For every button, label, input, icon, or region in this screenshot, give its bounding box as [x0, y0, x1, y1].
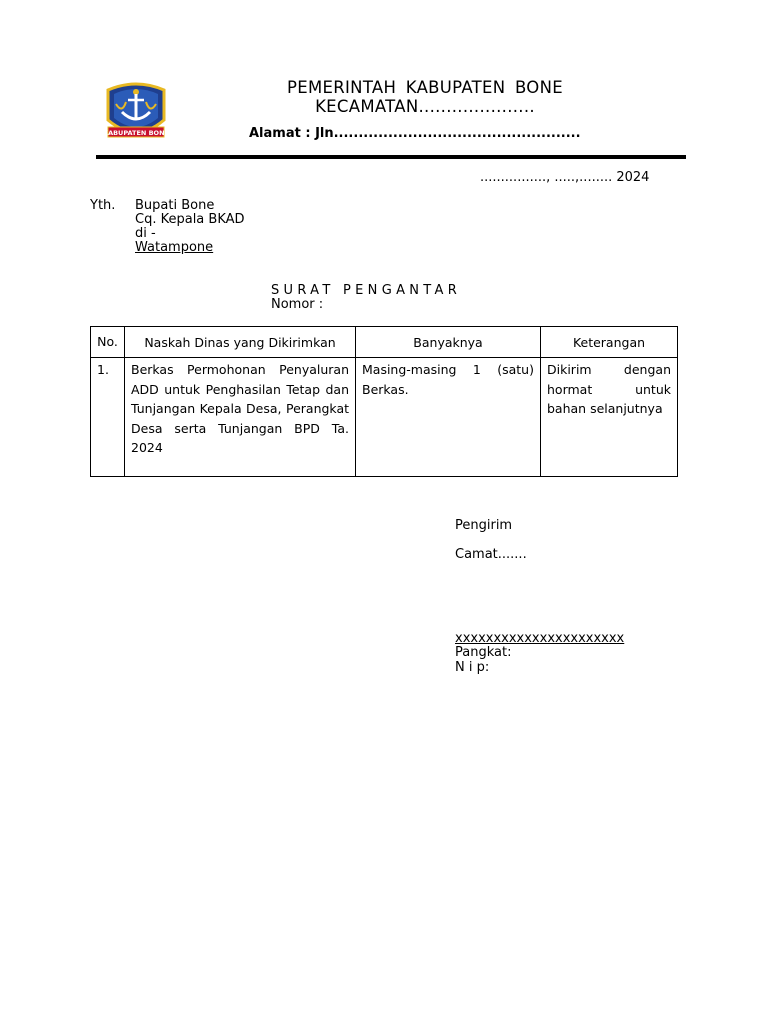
kabupaten-bone-logo	[102, 80, 170, 144]
header-keterangan: Keterangan	[541, 327, 678, 358]
letter-number-label: Nomor :	[271, 297, 324, 312]
date-line: ................, .....,........ 2024	[480, 170, 650, 185]
cell-banyaknya: Masing-masing 1 (satu) Berkas.	[356, 358, 541, 477]
cell-naskah: Berkas Permohonan Penyaluran ADD untuk Penghasilan Tetap dan Tunjangan Kepala Desa, Perangkat Desa serta Tunjangan BPD Ta. 2024	[125, 358, 356, 477]
cell-keterangan: Dikirim dengan hormat untuk bahan selanjutnya	[541, 358, 678, 477]
signature-rank: Pangkat:	[455, 645, 512, 660]
signature-sender: Pengirim	[455, 518, 513, 533]
signature-name: xxxxxxxxxxxxxxxxxxxxxx	[455, 631, 625, 646]
letterhead-line2: KECAMATAN.....................	[315, 97, 535, 116]
letterhead-address: Alamat : Jln..................................................	[249, 126, 581, 141]
recipient-line2: Cq. Kepala BKAD	[135, 212, 245, 227]
header-no: No.	[91, 327, 125, 358]
letter-title: SURAT PENGANTAR	[271, 283, 462, 298]
signature-position: Camat.......	[455, 547, 527, 562]
table-row	[91, 358, 678, 477]
cell-no: 1.	[91, 358, 125, 477]
recipient-line4: Watampone	[135, 240, 214, 255]
letterhead-divider	[96, 155, 686, 159]
recipient-line3: di -	[135, 226, 156, 241]
table-header-row	[91, 327, 678, 358]
documents-table	[90, 326, 678, 477]
header-naskah: Naskah Dinas yang Dikirimkan	[125, 327, 356, 358]
header-banyaknya: Banyaknya	[356, 327, 541, 358]
logo-text: KABUPATEN BONE	[103, 129, 169, 137]
signature-nip: N i p:	[455, 660, 490, 675]
letterhead-line1: PEMERINTAH KABUPATEN BONE	[287, 78, 563, 97]
recipient-line1: Bupati Bone	[135, 198, 215, 213]
recipient-label: Yth.	[90, 198, 116, 213]
